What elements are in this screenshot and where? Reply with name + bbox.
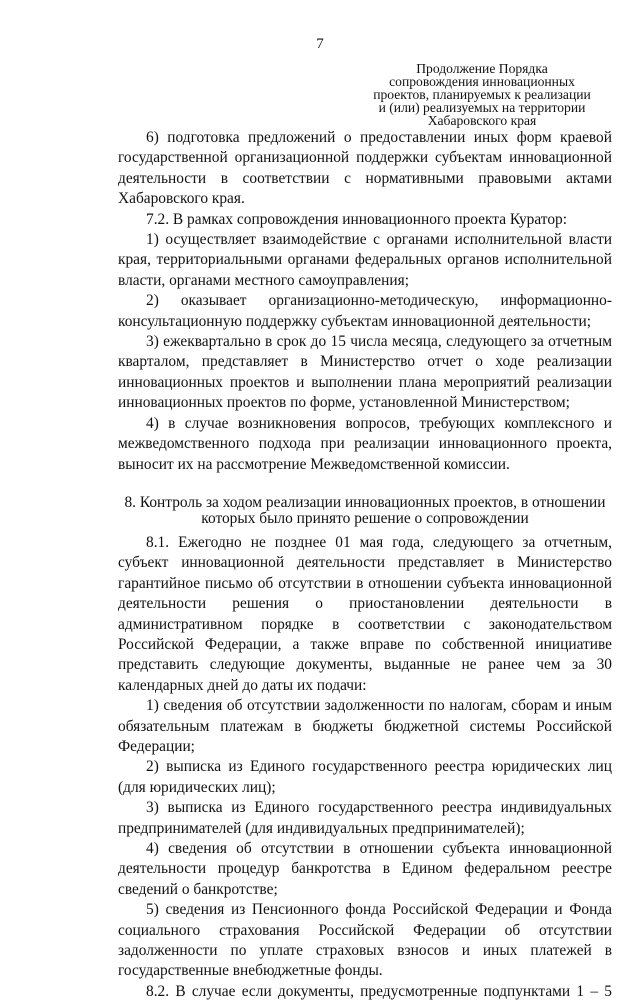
document-body (118, 128, 612, 1002)
section-heading: 8. Контроль за ходом реализации инновационных проектов, в отношении которых было принято решение о сопровождении (124, 493, 606, 527)
header-note (352, 62, 612, 127)
paragraph: 7.2. В рамках сопровождения инновационного проекта Куратор: (146, 210, 567, 228)
paragraph: 2) оказывает организационно-методическую, информационно-консультационную поддержку субъектам инновационной деятельности; (118, 292, 612, 330)
header-note-line: Продолжение Порядка (416, 61, 548, 76)
paragraph: 4) сведения об отсутствии в отношении субъекта инновационной деятельности процедур банкротства в Едином федеральном реестре сведений о банкротстве; (118, 840, 612, 898)
page-number: 7 (316, 36, 324, 52)
paragraph-continued: 8.2. В случае если документы, предусмотренные подпунктами 1 – 5 (146, 982, 612, 1000)
header-note-line: Хабаровского края (427, 113, 537, 128)
paragraph: 1) сведения об отсутствии задолженности по налогам, сборам и иным обязательным платежам в бюджеты бюджетной системы Российской Федерации; (118, 697, 612, 755)
paragraph: 3) выписка из Единого государственного реестра индивидуальных предпринимателей (для индивидуальных предпринимателей); (118, 799, 612, 837)
paragraph: 2) выписка из Единого государственного реестра юридических лиц (для юридических лиц); (118, 758, 612, 796)
paragraph: 5) сведения из Пенсионного фонда Российской Федерации и Фонда социального страхования Российской Федерации об отсутствии задолженности по уплате страховых взносов и иных платежей в государственные внебюджетные фонды. (118, 901, 612, 980)
paragraph: 6) подготовка предложений о предоставлении иных форм краевой государственной организационной поддержки субъектам инновационной деятельности в соответствии с нормативными правовыми актами Хабаровского края. (118, 129, 612, 208)
paragraph: 3) ежеквартально в срок до 15 числа месяца, следующего за отчетным кварталом, представляет в Министерство отчет о ходе реализации инновационных проектов и выполнении плана мероприятий реализации инновационных проектов по форме, установленной Министерством; (118, 333, 612, 412)
paragraph: 4) в случае возникновения вопросов, требующих комплексного и межведомственного подхода при реализации инновационного проекта, выносит их на рассмотрение Межведомственной комиссии. (118, 414, 612, 473)
header-note-line: и (или) реализуемых на территории (378, 100, 586, 115)
header-note-line: сопровождения инновационных (389, 74, 575, 89)
header-note-line: проектов, планируемых к реализации (373, 87, 591, 102)
paragraph: 1) осуществляет взаимодействие с органами исполнительной власти края, территориальными органами федеральных органов исполнительной власти, органами местного самоуправления; (118, 231, 612, 289)
paragraph: 8.1. Ежегодно не позднее 01 мая года, следующего за отчетным, субъект инновационной деятельности представляет в Министерство гарантийное письмо об отсутствии в отношении субъекта инновационной деятельности решения о приостановлении деятельности в административном порядке в соответствии с законодательством Российской Федерации, а также вправе по собственной инициативе представить следующие документы, выданные не ранее чем за 30 календарных дней до даты их подачи: (118, 533, 612, 694)
